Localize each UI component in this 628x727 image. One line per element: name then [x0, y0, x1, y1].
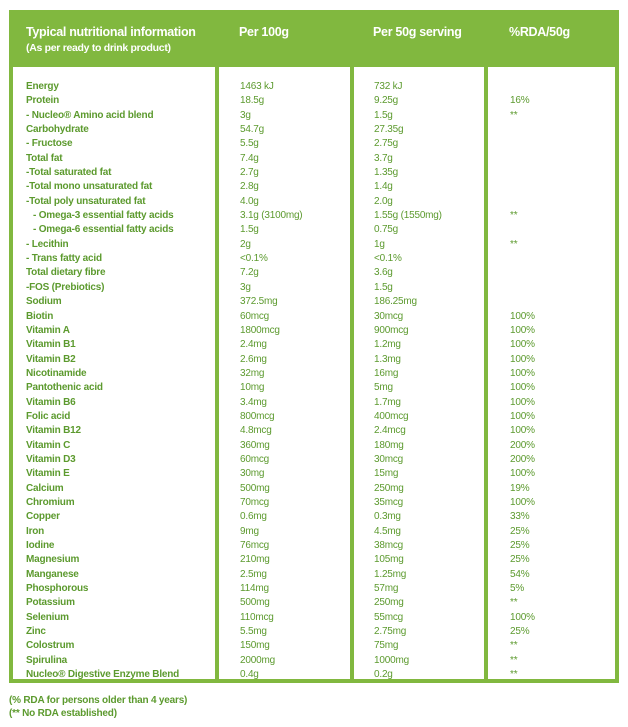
nutrient-name: Vitamin B1: [26, 339, 76, 351]
value-per-100g: 3.4mg: [240, 396, 267, 408]
table-row: [9, 424, 619, 438]
table-row: [9, 639, 619, 653]
nutrient-name: Protein: [26, 95, 60, 107]
value-per-50g: 2.4mcg: [374, 425, 406, 437]
nutrient-name: Folic acid: [26, 410, 71, 422]
value-per-100g: 1463 kJ: [240, 81, 274, 92]
table-row: [9, 94, 619, 108]
nutrient-name: - Fructose: [26, 138, 73, 150]
header-subtitle: (As per ready to drink product): [26, 42, 171, 54]
table-row: [9, 209, 619, 223]
value-per-50g: 1.4g: [374, 181, 393, 193]
value-per-100g: 150mg: [240, 640, 270, 652]
table-row: [9, 467, 619, 481]
value-per-50g: 38mcg: [374, 540, 404, 551]
value-per-100g: 360mg: [240, 439, 270, 451]
value-rda: **: [510, 640, 518, 652]
value-rda: **: [510, 654, 518, 666]
value-per-50g: <0.1%: [374, 253, 402, 265]
value-rda: 25%: [510, 626, 530, 638]
value-per-50g: 1.7mg: [374, 396, 401, 408]
value-rda: 100%: [510, 367, 535, 379]
nutrient-name: Selenium: [26, 611, 69, 623]
nutrient-name: Calcium: [26, 482, 64, 494]
value-per-100g: 0.6mg: [240, 511, 267, 523]
nutrient-name: Vitamin C: [26, 439, 71, 451]
value-per-50g: 9.25g: [374, 95, 399, 107]
value-per-100g: 110mcg: [240, 611, 274, 623]
value-rda: 100%: [510, 611, 535, 623]
nutrient-name: Vitamin B2: [26, 353, 76, 365]
table-row: [9, 295, 619, 309]
value-per-50g: 57mg: [374, 583, 399, 595]
nutrient-name: -FOS (Prebiotics): [26, 281, 105, 293]
value-per-50g: 900mcg: [374, 324, 409, 336]
header-per-100g: Per 100g: [239, 25, 289, 39]
value-per-100g: 76mcg: [240, 540, 270, 551]
value-per-50g: 35mcg: [374, 496, 404, 508]
table-header: [9, 10, 619, 67]
value-per-50g: 1.35g: [374, 167, 399, 179]
value-per-100g: 1.5g: [240, 224, 259, 236]
value-per-50g: 3.7g: [374, 152, 393, 164]
value-per-50g: 15mg: [374, 468, 399, 480]
value-rda: 33%: [510, 511, 530, 523]
table-body: [9, 80, 619, 682]
value-per-50g: 2.75mg: [374, 626, 407, 638]
nutrient-name: Iodine: [26, 540, 55, 551]
table-row: [9, 568, 619, 582]
header-per-50g: Per 50g serving: [373, 25, 462, 39]
nutrient-name: Biotin: [26, 310, 54, 322]
value-per-100g: 7.2g: [240, 267, 259, 279]
table-row: [9, 553, 619, 567]
table-row: [9, 582, 619, 596]
value-per-100g: 5.5g: [240, 138, 259, 150]
table-row: [9, 439, 619, 453]
value-rda: 25%: [510, 540, 530, 551]
table-row: [9, 80, 619, 94]
value-rda: 100%: [510, 410, 535, 422]
value-per-50g: 1.2mg: [374, 339, 401, 351]
value-per-100g: 2.5mg: [240, 568, 267, 580]
nutrient-name: Nucleo® Digestive Enzyme Blend: [26, 669, 180, 681]
value-per-50g: 180mg: [374, 439, 404, 451]
header-rda: %RDA/50g: [509, 25, 570, 39]
value-per-50g: 2.75g: [374, 138, 399, 150]
value-per-100g: 2.7g: [240, 167, 259, 179]
nutrient-name: Vitamin D3: [26, 453, 76, 465]
value-per-50g: 1.55g (1550mg): [374, 210, 442, 222]
footer-notes: [9, 695, 187, 720]
value-per-100g: 18.5g: [240, 95, 265, 107]
value-rda: 54%: [510, 568, 530, 580]
value-per-50g: 400mcg: [374, 410, 409, 422]
value-per-100g: 10mg: [240, 382, 265, 394]
table-row: [9, 152, 619, 166]
nutrition-table: [9, 10, 619, 683]
table-row: [9, 310, 619, 324]
value-rda: 100%: [510, 496, 535, 508]
table-row: [9, 496, 619, 510]
nutrient-name: Zinc: [26, 626, 46, 638]
value-rda: **: [510, 597, 518, 609]
nutrient-name: -Total saturated fat: [26, 167, 112, 179]
value-per-100g: 3g: [240, 109, 251, 121]
nutrient-name: Manganese: [26, 568, 79, 580]
value-per-50g: 1000mg: [374, 654, 409, 666]
table-row: [9, 324, 619, 338]
table-row: [9, 281, 619, 295]
value-rda: 200%: [510, 439, 535, 451]
table-row: [9, 625, 619, 639]
nutrient-name: Total fat: [26, 152, 63, 164]
nutrient-name: - Nucleo® Amino acid blend: [26, 109, 154, 121]
table-row: [9, 180, 619, 194]
value-per-50g: 250mg: [374, 482, 404, 494]
value-per-100g: 54.7g: [240, 124, 265, 136]
nutrient-name: Magnesium: [26, 554, 80, 566]
value-per-50g: 4.5mg: [374, 525, 401, 537]
nutrient-name: Phosphorous: [26, 583, 89, 595]
value-rda: **: [510, 669, 518, 681]
nutrient-name: Colostrum: [26, 640, 75, 652]
value-per-50g: 0.3mg: [374, 511, 401, 523]
table-row: [9, 510, 619, 524]
nutrient-name: Spirulina: [26, 654, 67, 666]
value-per-50g: 2.0g: [374, 195, 393, 207]
value-per-50g: 30mcg: [374, 310, 404, 322]
value-per-50g: 1.25mg: [374, 568, 407, 580]
value-rda: **: [510, 210, 518, 222]
value-rda: 25%: [510, 525, 530, 537]
nutrient-name: -Total mono unsaturated fat: [26, 181, 153, 193]
value-per-100g: 2g: [240, 238, 251, 250]
value-per-100g: 800mcg: [240, 410, 275, 422]
value-per-100g: 30mg: [240, 468, 265, 480]
value-per-100g: 1800mcg: [240, 324, 280, 336]
nutrient-name: - Omega-6 essential fatty acids: [33, 224, 174, 236]
value-per-100g: 3.1g (3100mg): [240, 210, 303, 222]
value-rda: 25%: [510, 554, 530, 566]
nutrient-name: Chromium: [26, 496, 75, 508]
value-per-100g: 32mg: [240, 367, 265, 379]
value-per-100g: 60mcg: [240, 310, 270, 322]
value-per-50g: 186.25mg: [374, 296, 417, 308]
value-rda: 100%: [510, 382, 535, 394]
value-per-50g: 3.6g: [374, 267, 393, 279]
table-row: [9, 410, 619, 424]
value-per-50g: 1.5g: [374, 281, 393, 293]
value-rda: 100%: [510, 468, 535, 480]
value-rda: 19%: [510, 482, 530, 494]
nutrient-name: Sodium: [26, 296, 62, 308]
value-rda: 100%: [510, 324, 535, 336]
value-per-100g: 2.8g: [240, 181, 259, 193]
table-row: [9, 525, 619, 539]
value-per-100g: 4.0g: [240, 195, 259, 207]
value-rda: 100%: [510, 339, 535, 351]
table-row: [9, 611, 619, 625]
value-per-100g: 2000mg: [240, 654, 275, 666]
nutrient-name: Vitamin B12: [26, 425, 81, 437]
nutrient-name: Potassium: [26, 597, 75, 609]
value-per-100g: 372.5mg: [240, 296, 278, 308]
value-rda: 5%: [510, 583, 525, 595]
value-per-50g: 0.2g: [374, 669, 393, 681]
table-row: [9, 668, 619, 682]
value-per-100g: 4.8mcg: [240, 425, 272, 437]
value-per-50g: 75mg: [374, 640, 399, 652]
value-rda: 100%: [510, 425, 535, 437]
table-row: [9, 654, 619, 668]
value-per-50g: 27.35g: [374, 124, 404, 136]
nutrient-name: - Trans fatty acid: [26, 253, 102, 265]
nutrient-name: Iron: [26, 525, 45, 537]
value-rda: **: [510, 238, 518, 250]
nutrient-name: Pantothenic acid: [26, 382, 103, 394]
value-per-50g: 250mg: [374, 597, 404, 609]
table-row: [9, 338, 619, 352]
nutrient-name: - Omega-3 essential fatty acids: [33, 210, 174, 222]
value-per-100g: 2.6mg: [240, 353, 267, 365]
nutrient-name: Vitamin B6: [26, 396, 76, 408]
table-row: [9, 166, 619, 180]
table-row: [9, 353, 619, 367]
value-rda: 100%: [510, 353, 535, 365]
value-per-100g: 9mg: [240, 525, 259, 537]
table-row: [9, 223, 619, 237]
value-rda: 16%: [510, 95, 530, 107]
value-per-100g: 70mcg: [240, 496, 270, 508]
footer-no-rda-note: (** No RDA established): [9, 707, 117, 719]
value-per-100g: 7.4g: [240, 152, 259, 164]
value-per-50g: 30mcg: [374, 453, 404, 465]
value-per-100g: <0.1%: [240, 253, 268, 265]
value-per-50g: 105mg: [374, 554, 404, 566]
nutrient-name: Vitamin A: [26, 324, 70, 336]
table-row: [9, 381, 619, 395]
value-per-100g: 500mg: [240, 597, 270, 609]
table-row: [9, 596, 619, 610]
table-row: [9, 123, 619, 137]
value-per-100g: 60mcg: [240, 453, 270, 465]
table-row: [9, 109, 619, 123]
table-row: [9, 453, 619, 467]
table-row: [9, 195, 619, 209]
value-per-50g: 5mg: [374, 382, 393, 394]
nutrient-name: Energy: [26, 81, 59, 92]
value-rda: 200%: [510, 453, 535, 465]
value-per-50g: 16mg: [374, 367, 399, 379]
table-row: [9, 137, 619, 151]
table-row: [9, 539, 619, 553]
value-per-50g: 732 kJ: [374, 81, 403, 92]
table-row: [9, 252, 619, 266]
nutrient-name: - Lecithin: [26, 238, 69, 250]
value-per-50g: 55mcg: [374, 611, 404, 623]
value-per-50g: 1.3mg: [374, 353, 401, 365]
table-row: [9, 238, 619, 252]
table-row: [9, 482, 619, 496]
value-per-100g: 5.5mg: [240, 626, 267, 638]
value-per-50g: 1.5g: [374, 109, 393, 121]
table-row: [9, 396, 619, 410]
nutrient-name: Carbohydrate: [26, 124, 89, 136]
nutrient-name: Nicotinamide: [26, 367, 87, 379]
value-per-100g: 2.4mg: [240, 339, 267, 351]
value-per-100g: 3g: [240, 281, 251, 293]
nutrient-name: Total dietary fibre: [26, 267, 106, 279]
table-row: [9, 367, 619, 381]
footer-rda-note: (% RDA for persons older than 4 years): [9, 695, 188, 706]
value-per-50g: 1g: [374, 238, 385, 250]
nutrient-name: Copper: [26, 511, 60, 523]
header-nutrient: Typical nutritional information: [26, 25, 196, 39]
table-row: [9, 266, 619, 280]
value-per-100g: 500mg: [240, 482, 270, 494]
value-per-100g: 210mg: [240, 554, 270, 566]
value-rda: **: [510, 109, 518, 121]
nutrient-name: -Total poly unsaturated fat: [26, 195, 146, 207]
value-rda: 100%: [510, 310, 535, 322]
value-per-100g: 114mg: [240, 583, 269, 595]
nutrient-name: Vitamin E: [26, 468, 70, 480]
value-rda: 100%: [510, 396, 535, 408]
value-per-50g: 0.75g: [374, 224, 399, 236]
value-per-100g: 0.4g: [240, 669, 259, 681]
